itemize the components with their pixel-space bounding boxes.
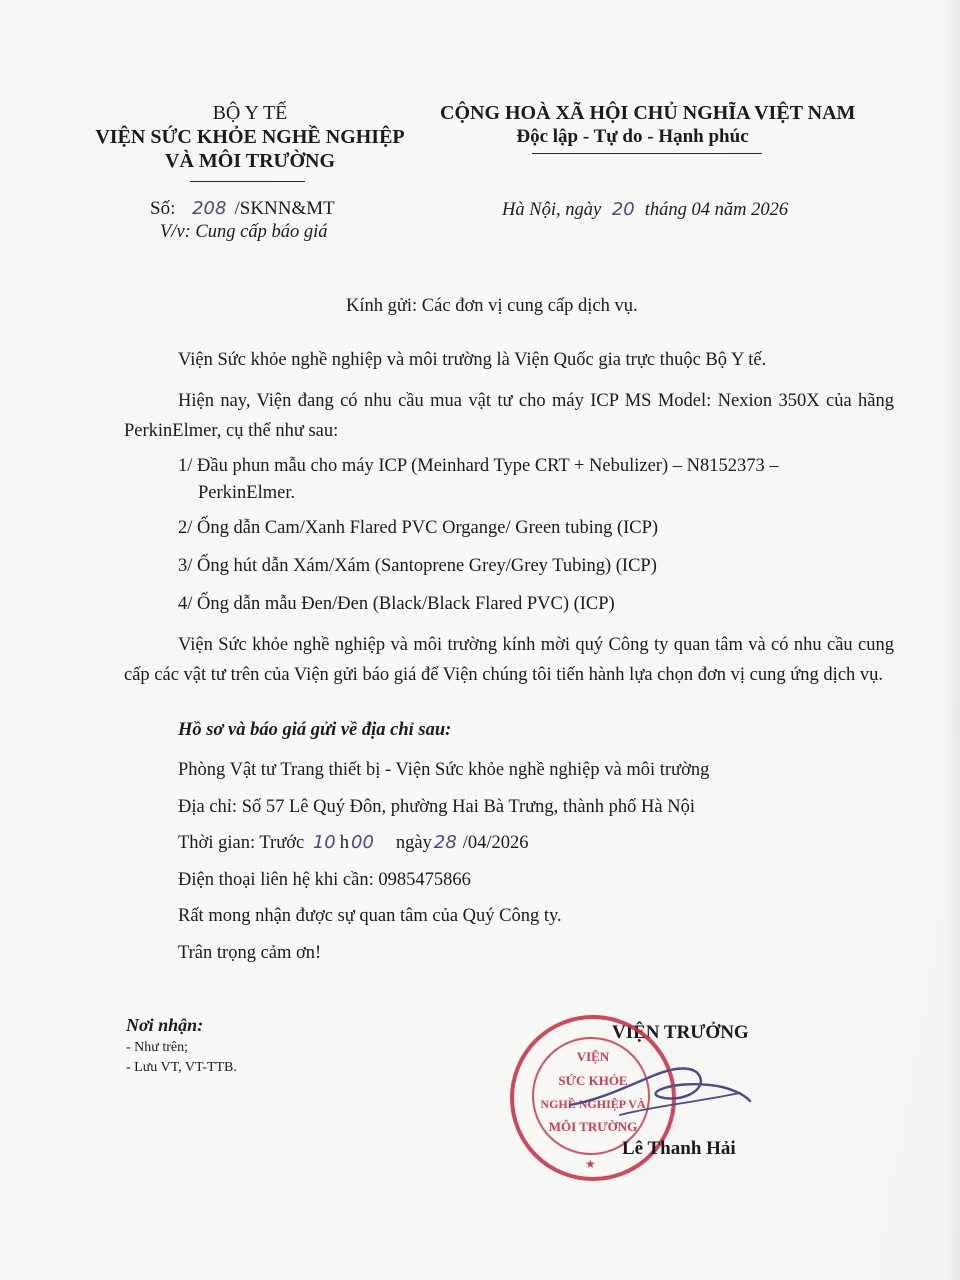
reference-number-label: Số:: [150, 198, 176, 219]
stamp-line-1: VIỆN: [576, 1049, 610, 1064]
signature-title: VIỆN TRƯỞNG: [612, 1022, 749, 1043]
recipient-2: - Lưu VT, VT-TTB.: [126, 1060, 237, 1075]
salutation: Kính gửi: Các đơn vị cung cấp dịch vụ.: [346, 296, 638, 316]
item-4: 4/ Ống dẫn mẫu Đen/Đen (Black/Black Flared PVC) (ICP): [178, 594, 615, 614]
submission-office: Phòng Vật tư Trang thiết bị - Viện Sức khỏe nghề nghiệp và môi trường: [178, 760, 710, 780]
stamp-line-4: MÔI TRƯỜNG: [548, 1119, 638, 1134]
deadline-prefix: Thời gian: Trước: [178, 833, 305, 853]
deadline-suffix: /04/2026: [462, 833, 529, 853]
stamp-line-2: SỨC KHỎE: [558, 1073, 628, 1088]
stamp-star-icon: ★: [585, 1157, 596, 1171]
subject-line: V/v: Cung cấp báo giá: [160, 222, 328, 242]
signer-name: Lê Thanh Hải: [622, 1138, 736, 1159]
item-2: 2/ Ống dẫn Cam/Xanh Flared PVC Organge/ Green tubing (ICP): [178, 518, 659, 538]
handwritten-signature: [560, 1045, 760, 1125]
deadline-day-handwritten: 28: [433, 832, 457, 853]
deadline-day-label: ngày: [395, 833, 432, 853]
contact-phone: Điện thoại liên hệ khi cần: 0985475866: [178, 870, 471, 890]
intro-paragraph: Viện Sức khỏe nghề nghiệp và môi trường là Viện Quốc gia trực thuộc Bộ Y tế.: [178, 350, 767, 370]
national-motto: Độc lập - Tự do - Hạnh phúc: [516, 126, 749, 147]
reference-number-suffix: /SKNN&MT: [234, 198, 335, 219]
item-1-line2: PerkinElmer.: [198, 483, 296, 503]
deadline-hour-handwritten: 10: [312, 832, 336, 853]
institute-name-line2: VÀ MÔI TRƯỜNG: [165, 150, 335, 172]
institute-name-line1: VIỆN SỨC KHỎE NGHỀ NGHIỆP: [95, 126, 405, 148]
issue-date-prefix: Hà Nội, ngày: [502, 200, 602, 220]
recipients-title: Nơi nhận:: [126, 1015, 204, 1035]
page-edge-shadow: [946, 0, 960, 1280]
item-3: 3/ Ống hút dẫn Xám/Xám (Santoprene Grey/Grey Tubing) (ICP): [178, 556, 657, 576]
item-1-line1: 1/ Đầu phun mẫu cho máy ICP (Meinhard Type CRT + Nebulizer) – N8152373 –: [178, 456, 779, 476]
nation-name: CỘNG HOÀ XÃ HỘI CHỦ NGHĨA VIỆT NAM: [440, 102, 856, 124]
deadline-hour-label: h: [339, 833, 349, 853]
stamp-line-3: NGHỀ NGHIỆP VÀ: [540, 1097, 646, 1111]
reference-number: [150, 198, 335, 220]
submission-address: Địa chỉ: Số 57 Lê Quý Đôn, phường Hai Bà Trưng, thành phố Hà Nội: [178, 797, 695, 817]
issue-date: [502, 199, 788, 221]
submission-heading: Hồ sơ và báo giá gửi về địa chỉ sau:: [178, 720, 452, 740]
deadline-minute-handwritten: 00: [351, 832, 374, 853]
ministry-name: BỘ Y TẾ: [212, 102, 288, 124]
submission-deadline: [178, 832, 529, 854]
issue-date-day-handwritten: 20: [611, 199, 635, 220]
invitation-paragraph: Viện Sức khỏe nghề nghiệp và môi trường kính mời quý Công ty quan tâm và có nhu cầu cung cấp các vật tư trên của Viện gửi báo giá để Viện chúng tôi tiến hành lựa chọn đơn vị cung ứng dịch vụ.: [124, 635, 894, 685]
issue-date-suffix: tháng 04 năm 2026: [644, 200, 789, 220]
recipient-1: - Như trên;: [126, 1040, 189, 1055]
closing-line-2: Trân trọng cảm ơn!: [178, 943, 322, 963]
closing-line-1: Rất mong nhận được sự quan tâm của Quý Công ty.: [178, 906, 562, 926]
institute-underline: [190, 181, 305, 182]
reference-number-handwritten: 208: [192, 198, 227, 219]
need-paragraph: Hiện nay, Viện đang có nhu cầu mua vật tư cho máy ICP MS Model: Nexion 350X của hãng PerkinElmer, cụ thể như sau:: [124, 391, 894, 441]
motto-underline: [532, 153, 762, 154]
